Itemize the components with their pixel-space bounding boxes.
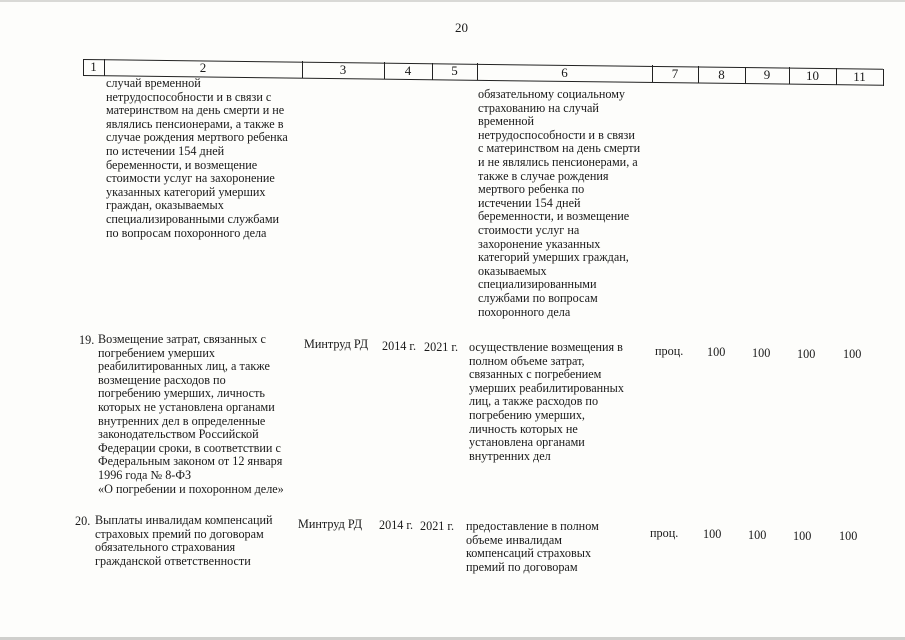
- text-line: полном объеме затрат,: [469, 353, 585, 368]
- row-20-col2-text: [95, 514, 295, 568]
- text-line: страхованию на случай: [478, 100, 599, 115]
- text-line: с материнством на день смерти: [478, 141, 641, 156]
- header-col-6: 6: [561, 65, 568, 80]
- responsible-body: Минтруд РД: [298, 517, 363, 531]
- text-line: нетрудоспособности и в связи с: [106, 89, 272, 104]
- header-col-3: 3: [339, 62, 347, 77]
- text-line: компенсаций страховых: [466, 546, 592, 561]
- text-line: премий по договорам: [466, 559, 578, 574]
- row-19-col6-text: [469, 341, 649, 463]
- text-line: также в случае рождения: [478, 168, 609, 183]
- col-divider: [883, 69, 884, 86]
- page-number: 20: [455, 20, 468, 35]
- text-line: беременности, и возмещение: [106, 157, 258, 172]
- text-line: по истечении 154 дней: [106, 143, 225, 158]
- value-col11: 100: [843, 347, 862, 361]
- value-col9: 100: [752, 346, 771, 360]
- text-line: обязательного страхования: [95, 540, 236, 555]
- text-line: умерших реабилитированных: [469, 380, 624, 395]
- text-line: которых не установлена органами: [98, 399, 275, 414]
- text-line: случае рождения мертвого ребенка: [106, 130, 288, 145]
- text-line: погребением умерших: [98, 345, 215, 360]
- text-line: нетрудоспособности и в связи: [478, 127, 635, 142]
- header-col-8: 8: [718, 67, 725, 82]
- text-line: связанных с погребением: [469, 367, 602, 382]
- value-col10: 100: [793, 529, 812, 543]
- text-line: материнством на день смерти и не: [106, 103, 285, 118]
- value-col9: 100: [748, 528, 767, 542]
- text-line: специализированными службами: [106, 211, 280, 226]
- header-col-5: 5: [451, 63, 458, 78]
- text-line: случай временной: [106, 76, 201, 90]
- text-line: страховых премий по договорам: [95, 526, 264, 541]
- value-col8: 100: [707, 345, 726, 359]
- cont-col2-text: [106, 77, 302, 240]
- text-line: предоставление в полном: [466, 519, 599, 533]
- header-col-9: 9: [763, 67, 771, 82]
- responsible-body: Минтруд РД: [304, 337, 369, 351]
- header-col-11: 11: [853, 69, 866, 84]
- text-line: внутренних дел: [469, 448, 551, 463]
- start-year: 2014 г.: [379, 518, 414, 532]
- header-col-1: 1: [90, 59, 97, 74]
- text-line: указанных категорий умерших: [106, 184, 266, 199]
- row-number: 19.: [79, 333, 95, 347]
- cont-col6-text: [478, 88, 652, 319]
- text-line: «О погребении и похоронном деле»: [98, 481, 284, 496]
- text-line: стоимости услуг на захоронение: [106, 171, 275, 186]
- text-line: возмещение расходов по: [98, 372, 226, 387]
- text-line: временной: [478, 114, 535, 129]
- text-line: Федеральным законом от 12 января: [98, 454, 283, 469]
- header-col-10: 10: [806, 68, 819, 83]
- text-line: гражданской ответственности: [95, 553, 251, 568]
- text-line: Выплаты инвалидам компенсаций: [95, 513, 273, 527]
- text-line: являлись пенсионерами, а также в: [106, 116, 284, 131]
- scan-edge-top: [0, 0, 905, 2]
- text-line: и не являлись пенсионерами, а: [478, 154, 638, 169]
- text-line: Возмещение затрат, связанных с: [98, 332, 266, 346]
- text-line: специализированными: [478, 277, 597, 292]
- text-line: истечении 154 дней: [478, 195, 581, 210]
- row-number: 20.: [75, 514, 91, 528]
- text-line: оказываемых: [478, 263, 547, 278]
- text-line: погребению умерших,: [469, 407, 585, 422]
- text-line: похоронного дела: [478, 304, 571, 319]
- text-line: внутренних дел в определенные: [98, 413, 266, 428]
- text-line: граждан, оказываемых: [106, 198, 224, 213]
- value-col10: 100: [797, 347, 816, 361]
- text-line: категорий умерших граждан,: [478, 250, 629, 265]
- row-19-col2-text: [98, 333, 298, 496]
- value-col8: 100: [703, 527, 722, 541]
- start-year: 2014 г.: [382, 339, 417, 353]
- text-line: личность которых не: [469, 421, 578, 436]
- header-col-4: 4: [404, 63, 412, 78]
- text-line: лиц, а также расходов по: [469, 394, 599, 409]
- end-year: 2021 г.: [424, 340, 459, 354]
- value-col11: 100: [839, 529, 858, 543]
- text-line: по вопросам похоронного дела: [106, 225, 267, 240]
- text-line: стоимости услуг на: [478, 222, 580, 237]
- text-line: погребению умерших, личность: [98, 386, 265, 401]
- text-line: объеме инвалидам: [466, 532, 562, 547]
- text-line: беременности, и возмещение: [478, 209, 630, 224]
- end-year: 2021 г.: [420, 519, 455, 533]
- text-line: службами по вопросам: [478, 290, 598, 305]
- unit: проц.: [655, 344, 684, 358]
- text-line: осуществление возмещения в: [469, 340, 623, 354]
- text-line: 1996 года № 8-ФЗ: [98, 467, 192, 482]
- text-line: реабилитированных лиц, а также: [98, 359, 270, 374]
- header-col-2: 2: [199, 60, 207, 75]
- text-line: Федерации сроки, в соответствии с: [98, 440, 281, 455]
- unit: проц.: [650, 526, 679, 540]
- text-line: захоронение указанных: [478, 236, 601, 251]
- text-line: мертвого ребенка по: [478, 182, 585, 197]
- text-line: законодательством Российской: [98, 427, 259, 442]
- header-col-7: 7: [671, 66, 679, 81]
- text-line: установлена органами: [469, 435, 585, 450]
- text-line: обязательному социальному: [478, 87, 626, 101]
- row-20-col6-text: [466, 520, 646, 574]
